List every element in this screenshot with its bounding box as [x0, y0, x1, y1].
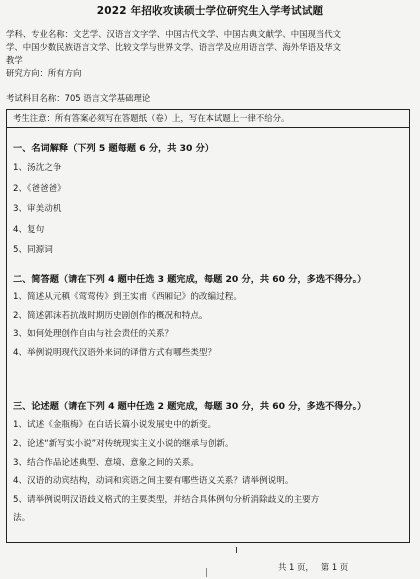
course-name: 考试科目名称：705 语言文学基础理论 — [6, 93, 151, 103]
question-item: 3、如何处理创作自由与社会责任的关系？ — [13, 329, 174, 339]
question-text: 5、请举例说明汉语歧义格式的主要类型，并结合具体例句分析消除歧义的主要方 — [13, 495, 320, 506]
section-heading: 一、名词解释（下列 5 题每题 6 分，共 30 分） — [13, 143, 214, 154]
question-item: 5、同源词 — [13, 245, 53, 255]
page-footer — [278, 561, 355, 573]
question-list — [13, 158, 403, 261]
question-item: 2、《爸爸爸》 — [13, 183, 66, 194]
subject-line-2: 学、中国少数民族语言文学、比较文学与世界文学、语言学及应用语言学、海外华语及华文 — [6, 42, 341, 52]
research-direction: 研究方向：所有方向 — [6, 68, 82, 78]
subject-line-3: 教学 — [6, 55, 23, 65]
exam-title: 2022 年招收攻读硕士学位研究生入学考试试题 — [96, 5, 324, 17]
question-item: 4、复句 — [13, 224, 45, 235]
question-item: 2、简述郭沫若抗战时期历史剧创作的概况和特点。 — [13, 310, 208, 321]
subject-list — [6, 28, 416, 67]
question-item: 4、举例说明现代汉语外来词的译借方式有哪些类型？ — [13, 347, 217, 358]
question-item: 4、汉语的动宾结构，动词和宾语之间主要有哪些语义关系？请举例说明。 — [13, 476, 294, 487]
section-short-answer — [13, 273, 403, 362]
question-item: 3、审美动机 — [13, 204, 62, 214]
section-heading: 三、论述题（请在下列 4 题中任选 2 题完成，每题 30 分，共 60 分，多选不得分。） — [13, 401, 367, 412]
subject-line-1: 学科、专业名称：文艺学、汉语言文字学、中国古代文学、中国古典文献学、中国现当代文 — [6, 29, 341, 39]
question-list — [13, 416, 403, 526]
scan-mark — [236, 547, 237, 553]
question-text-continued: 法。 — [13, 512, 31, 523]
question-item: 1、简述从元稹《莺莺传》到王实甫《西厢记》的改编过程。 — [13, 292, 242, 302]
question-box — [6, 109, 410, 543]
section-heading: 二、简答题（请在下列 4 题中任选 3 题完成，每题 20 分，共 60 分，多选不得分。） — [13, 274, 367, 285]
question-item: 2、论述“新写实小说”对传统现实主义小说的继承与创新。 — [13, 438, 234, 449]
question-item — [13, 491, 403, 526]
page-number: 第 1 页 — [320, 562, 349, 572]
notice-divider — [7, 127, 409, 128]
question-item: 3、结合作品论述典型、意境、意象之间的关系。 — [13, 457, 199, 468]
scan-mark — [206, 568, 207, 577]
question-list — [13, 288, 403, 362]
page-total: 共 1 页， — [278, 562, 314, 572]
question-item: 1、汤沈之争 — [13, 163, 62, 173]
question-item: 1、试述《金瓶梅》在白话长篇小说发展史中的新变。 — [13, 420, 217, 430]
candidate-notice: 考生注意：所有答案必须写在答题纸（卷）上，写在本试题上一律不给分。 — [13, 113, 290, 123]
section-term-explanation — [13, 142, 403, 261]
section-essay — [13, 400, 403, 526]
